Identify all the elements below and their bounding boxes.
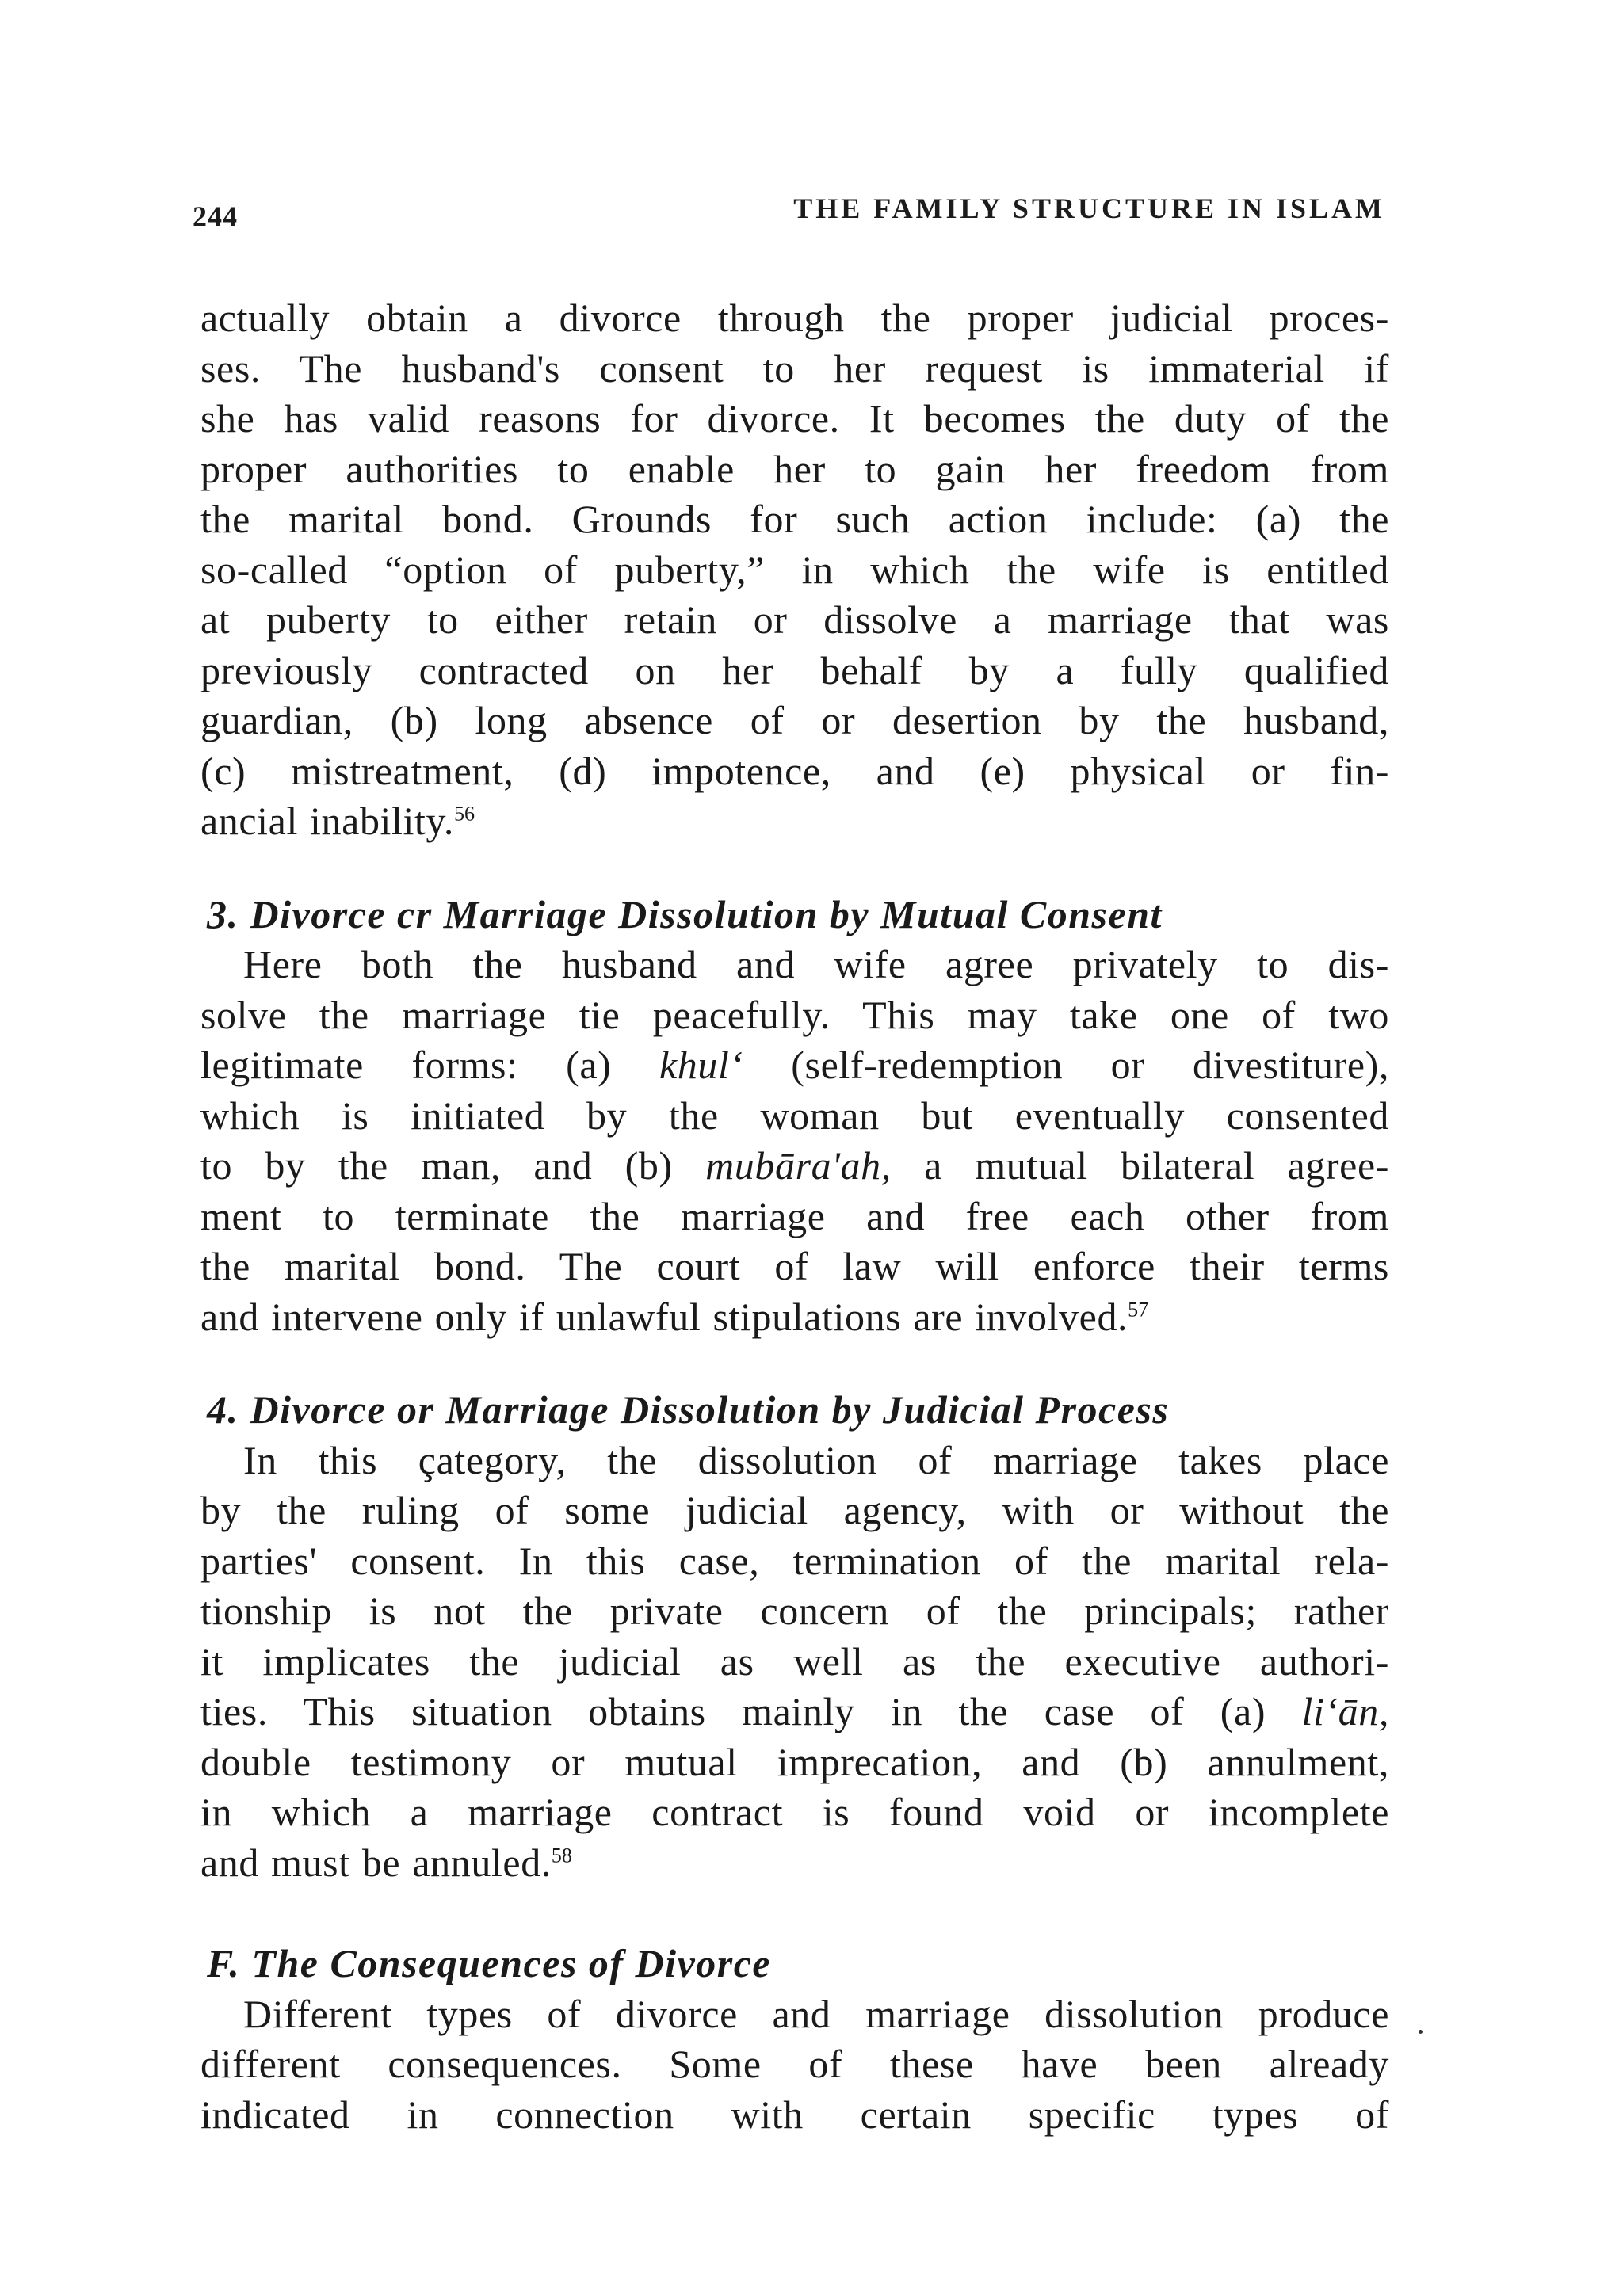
footnote-marker: 57 <box>1128 1297 1149 1321</box>
text-line-content: and must be annuled. <box>200 1840 552 1885</box>
text-line-content: ancial inability. <box>200 799 454 843</box>
text-line: indicated in connection with certain specific types of <box>200 2092 1389 2137</box>
judicial-process-paragraph <box>200 1436 1389 1889</box>
running-head <box>193 189 1385 236</box>
text-segment: (self-redemption or divestiture), <box>743 1043 1389 1087</box>
mutual-consent-paragraph <box>200 940 1389 1342</box>
page-body <box>200 293 1389 2140</box>
text-line: the marital bond. The court of law will enforce their terms <box>200 1244 1389 1288</box>
text-line: at puberty to either retain or dissolve a marriage that was <box>200 597 1389 642</box>
text-line: so-called “option of puberty,” in which the wife is entitled <box>200 547 1389 592</box>
text-line <box>200 1687 1389 1737</box>
text-line <box>200 1040 1389 1091</box>
intro-paragraph <box>200 293 1389 847</box>
section-heading-mutual-consent: 3. Divorce cr Marriage Dissolution by Mutual Consent <box>207 891 1163 936</box>
text-line: proper authorities to enable her to gain her freedom from <box>200 446 1389 491</box>
text-segment: a mutual bilateral agree- <box>891 1143 1389 1188</box>
text-line: by the ruling of some judicial agency, with or without the <box>200 1488 1389 1532</box>
text-line: tionship is not the private concern of the principals; rather <box>200 1589 1389 1633</box>
text-line <box>200 1292 1389 1343</box>
text-line: different consequences. Some of these have been already <box>200 2042 1389 2086</box>
text-segment: legitimate forms: (a) <box>200 1043 659 1087</box>
text-line: previously contracted on her behalf by a fully qualified <box>200 647 1389 692</box>
text-line: she has valid reasons for divorce. It becomes the duty of the <box>200 396 1389 441</box>
text-line: guardian, (b) long absence of or desertion by the husband, <box>200 698 1389 742</box>
term-mubaraah: mubāra'ah, <box>705 1143 892 1188</box>
text-line: solve the marriage tie peacefully. This may take one of two <box>200 992 1389 1037</box>
footnote-marker: 58 <box>551 1843 572 1867</box>
text-line: Different types of divorce and marriage dissolution produce <box>243 1991 1389 2036</box>
text-line <box>200 796 1389 847</box>
term-lian: li‘ān, <box>1301 1689 1389 1733</box>
text-line <box>200 1141 1389 1192</box>
text-segment: to by the man, and (b) <box>200 1143 706 1188</box>
text-line: actually obtain a divorce through the proper judicial proces- <box>200 296 1389 340</box>
text-line: it implicates the judicial as well as the executive authori- <box>200 1638 1389 1684</box>
text-line: ment to terminate the marriage and free each other from <box>200 1193 1389 1238</box>
term-khul: khul‘ <box>659 1043 743 1087</box>
text-line: the marital bond. Grounds for such action include: (a) the <box>200 497 1389 541</box>
scan-speck <box>1419 2030 1423 2034</box>
text-segment: ties. This situation obtains mainly in the case of (a) <box>200 1689 1302 1733</box>
text-line: double testimony or mutual imprecation, and (b) annulment, <box>200 1739 1389 1784</box>
consequences-paragraph <box>200 1989 1389 2141</box>
text-line: parties' consent. In this case, termination of the marital rela- <box>200 1538 1389 1583</box>
section-heading-judicial-process: 4. Divorce or Marriage Dissolution by Judicial Process <box>207 1387 1170 1432</box>
section-heading-consequences: F. The Consequences of Divorce <box>207 1941 772 1985</box>
text-line-content: and intervene only if unlawful stipulations are involved. <box>200 1294 1128 1339</box>
running-title: THE FAMILY STRUCTURE IN ISLAM <box>793 193 1385 224</box>
text-line: ses. The husband's consent to her request is immaterial if <box>200 345 1389 391</box>
footnote-marker: 56 <box>453 802 475 826</box>
text-line: (c) mistreatment, (d) impotence, and (e) physical or fin- <box>200 748 1389 793</box>
text-line <box>200 1838 1389 1889</box>
text-line: Here both the husband and wife agree privately to dis- <box>243 942 1389 986</box>
text-line: which is initiated by the woman but eventually consented <box>200 1093 1389 1138</box>
text-line: in which a marriage contract is found void or incomplete <box>200 1790 1389 1834</box>
page-number: 244 <box>193 200 238 232</box>
text-line: In this çategory, the dissolution of marriage takes place <box>243 1437 1389 1482</box>
